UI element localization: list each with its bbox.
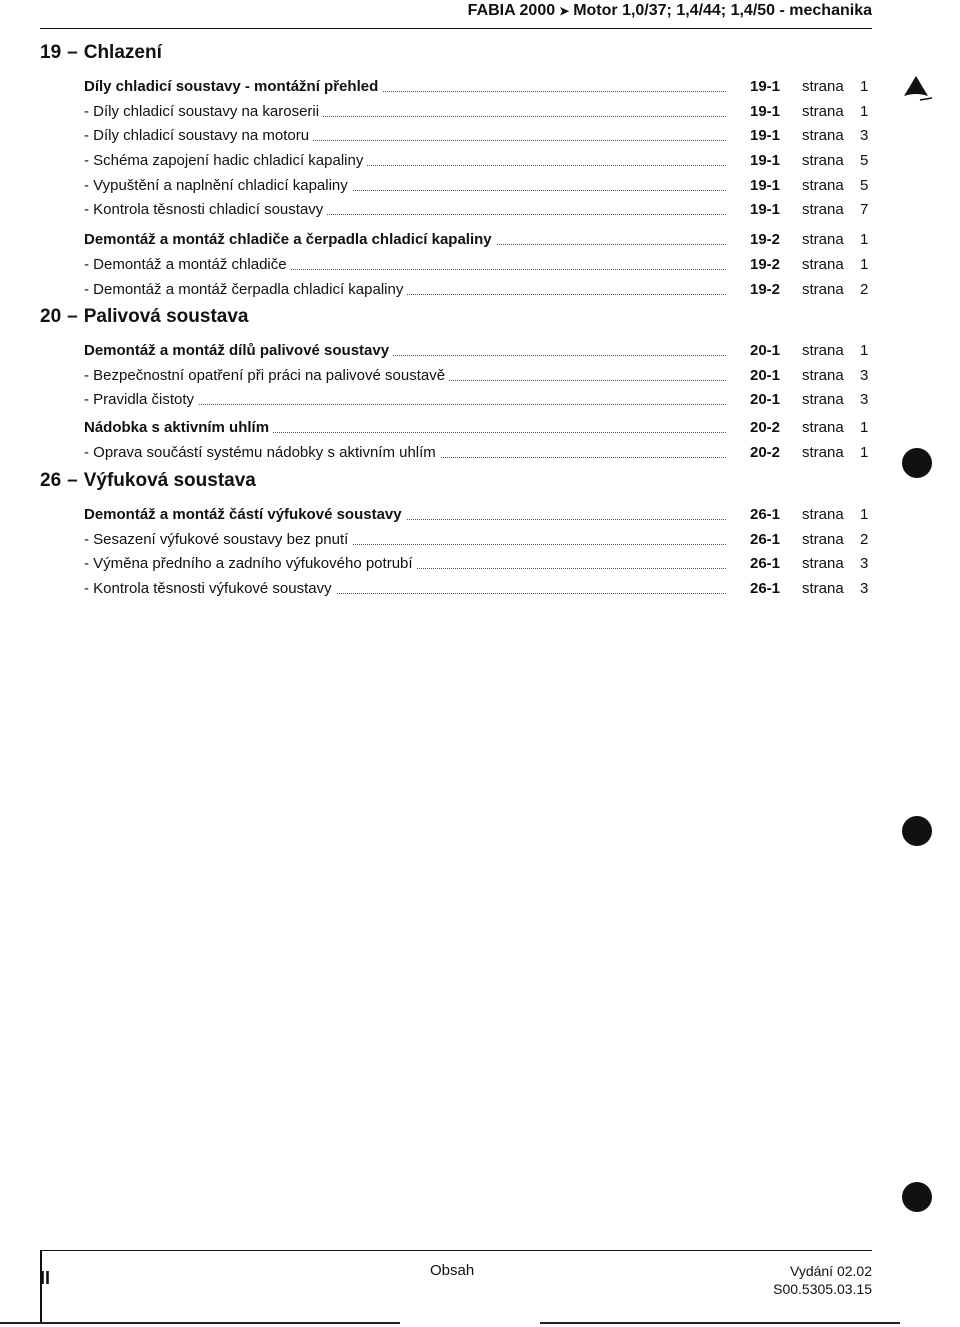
toc-entry-label: - Kontrola těsnosti chladicí soustavy <box>84 199 327 221</box>
page-header <box>40 0 872 29</box>
toc-entry-strana: strana <box>802 177 844 194</box>
footer-section-name: Obsah <box>430 1262 475 1279</box>
toc-entry-page: 5 <box>860 177 869 194</box>
toc-entry-strana: strana <box>802 506 844 523</box>
toc-entry-page: 1 <box>860 444 869 461</box>
toc-entry-strana: strana <box>802 391 844 408</box>
toc-entry-label: Demontáž a montáž částí výfukové soustavy <box>84 504 406 526</box>
toc-entry <box>84 553 872 575</box>
toc-entry-page: 1 <box>860 506 869 523</box>
registration-dot-icon <box>902 448 932 478</box>
toc-entry-strana: strana <box>802 231 844 248</box>
toc-entry <box>84 229 872 251</box>
section-heading <box>40 306 248 328</box>
section-title: Chlazení <box>83 42 162 63</box>
toc-entry-page: 1 <box>860 256 869 273</box>
toc-entry-strana: strana <box>802 531 844 548</box>
toc-entry-chapter: 19-2 <box>746 229 780 251</box>
footer-rule <box>40 1250 872 1251</box>
toc-entry-chapter: 19-1 <box>746 125 780 147</box>
toc-entry-page: 1 <box>860 78 869 95</box>
section-heading <box>40 470 256 492</box>
toc-entry <box>84 76 872 98</box>
header-engine: Motor 1,0/37; 1,4/44; 1,4/50 - mechanika <box>573 2 872 19</box>
toc-entry-chapter: 20-1 <box>746 340 780 362</box>
toc-entry-strana: strana <box>802 580 844 597</box>
toc-entry-label: - Kontrola těsnosti výfukové soustavy <box>84 578 336 600</box>
toc-entry <box>84 442 872 464</box>
toc-entry-chapter: 19-2 <box>746 254 780 276</box>
toc-entry-label: - Sesazení výfukové soustavy bez pnutí <box>84 529 352 551</box>
section-dash: – <box>67 42 78 63</box>
toc-entry-chapter: 19-2 <box>746 279 780 301</box>
header-title <box>468 2 872 20</box>
toc-entry <box>84 504 872 526</box>
toc-entry-chapter: 19-1 <box>746 76 780 98</box>
toc-entry-chapter: 19-1 <box>746 101 780 123</box>
section-dash: – <box>67 470 78 491</box>
toc-entry-strana: strana <box>802 201 844 218</box>
toc-entry-label: - Díly chladicí soustavy na motoru <box>84 125 313 147</box>
toc-entry <box>84 578 872 600</box>
toc-entry <box>84 529 872 551</box>
toc-entry-chapter: 19-1 <box>746 199 780 221</box>
toc-entry-strana: strana <box>802 342 844 359</box>
section-number: 20 <box>40 306 62 327</box>
toc-entry <box>84 365 872 387</box>
toc-entry <box>84 175 872 197</box>
toc-entry-strana: strana <box>802 367 844 384</box>
toc-entry-strana: strana <box>802 444 844 461</box>
toc-entry-label: - Bezpečnostní opatření při práci na palivové soustavě <box>84 365 449 387</box>
toc-entry <box>84 199 872 221</box>
toc-entry-strana: strana <box>802 555 844 572</box>
section-heading <box>40 42 162 64</box>
toc-entry-strana: strana <box>802 419 844 436</box>
section-title: Výfuková soustava <box>83 470 256 491</box>
toc-entry-chapter: 26-1 <box>746 578 780 600</box>
toc-entry <box>84 125 872 147</box>
toc-entry-page: 2 <box>860 281 869 298</box>
toc-entry-strana: strana <box>802 281 844 298</box>
toc-entry-chapter: 19-1 <box>746 175 780 197</box>
toc-entry-chapter: 26-1 <box>746 553 780 575</box>
toc-entry-page: 1 <box>860 419 869 436</box>
footer-edition: Vydání 02.02 <box>790 1263 872 1279</box>
toc-entry-page: 3 <box>860 391 869 408</box>
toc-entry-strana: strana <box>802 152 844 169</box>
footer-doc-info <box>773 1262 872 1298</box>
toc-entry <box>84 389 872 411</box>
toc-entry <box>84 417 872 439</box>
toc-entry-label: Díly chladicí soustavy - montážní přehled <box>84 76 382 98</box>
toc-entry <box>84 254 872 276</box>
toc-entry-chapter: 20-1 <box>746 389 780 411</box>
arrow-right-icon: ➤ <box>559 4 570 18</box>
toc-entry <box>84 279 872 301</box>
toc-entry-label: - Oprava součástí systému nádobky s aktivním uhlím <box>84 442 440 464</box>
toc-entry-page: 1 <box>860 342 869 359</box>
toc-entry-strana: strana <box>802 127 844 144</box>
toc-entry-page: 3 <box>860 367 869 384</box>
bottom-rule <box>540 1322 900 1324</box>
toc-entry-page: 1 <box>860 231 869 248</box>
toc-entry-chapter: 26-1 <box>746 529 780 551</box>
toc-entry <box>84 101 872 123</box>
toc-entry-page: 3 <box>860 127 869 144</box>
toc-entry-chapter: 20-2 <box>746 417 780 439</box>
toc-entry-page: 7 <box>860 201 869 218</box>
toc-entry-chapter: 19-1 <box>746 150 780 172</box>
registration-dot-icon <box>902 816 932 846</box>
toc-entry-chapter: 20-1 <box>746 365 780 387</box>
section-title: Palivová soustava <box>83 306 249 327</box>
header-model: FABIA 2000 <box>467 2 556 19</box>
toc-entry-strana: strana <box>802 256 844 273</box>
toc-entry-chapter: 26-1 <box>746 504 780 526</box>
toc-entry-strana: strana <box>802 103 844 120</box>
toc-entry-label: Nádobka s aktivním uhlím <box>84 417 273 439</box>
toc-entry-label: - Díly chladicí soustavy na karoserii <box>84 101 323 123</box>
footer-doc-number: S00.5305.03.15 <box>773 1281 872 1297</box>
section-dash: – <box>67 306 78 327</box>
triangle-marker-icon <box>900 74 932 104</box>
toc-entry-page: 5 <box>860 152 869 169</box>
toc-entry-page: 2 <box>860 531 869 548</box>
toc-entry-page: 1 <box>860 103 869 120</box>
toc-entry-label: - Demontáž a montáž čerpadla chladicí kapaliny <box>84 279 407 301</box>
toc-entry-label: - Schéma zapojení hadic chladicí kapaliny <box>84 150 367 172</box>
toc-entry-label: - Vypuštění a naplnění chladicí kapaliny <box>84 175 352 197</box>
toc-entry-page: 3 <box>860 580 869 597</box>
toc-entry <box>84 340 872 362</box>
toc-entry-strana: strana <box>802 78 844 95</box>
toc-entry-label: Demontáž a montáž chladiče a čerpadla chladicí kapaliny <box>84 229 496 251</box>
registration-dot-icon <box>902 1182 932 1212</box>
footer-page-roman: II <box>40 1268 51 1288</box>
toc-entry-page: 3 <box>860 555 869 572</box>
toc-entry-label: Demontáž a montáž dílů palivové soustavy <box>84 340 393 362</box>
toc-entry-chapter: 20-2 <box>746 442 780 464</box>
toc-entry-label: - Demontáž a montáž chladiče <box>84 254 291 276</box>
bottom-rule <box>0 1322 400 1324</box>
section-number: 26 <box>40 470 62 491</box>
section-number: 19 <box>40 42 62 63</box>
toc-entry-label: - Pravidla čistoty <box>84 389 198 411</box>
toc-entry <box>84 150 872 172</box>
toc-entry-label: - Výměna předního a zadního výfukového potrubí <box>84 553 417 575</box>
